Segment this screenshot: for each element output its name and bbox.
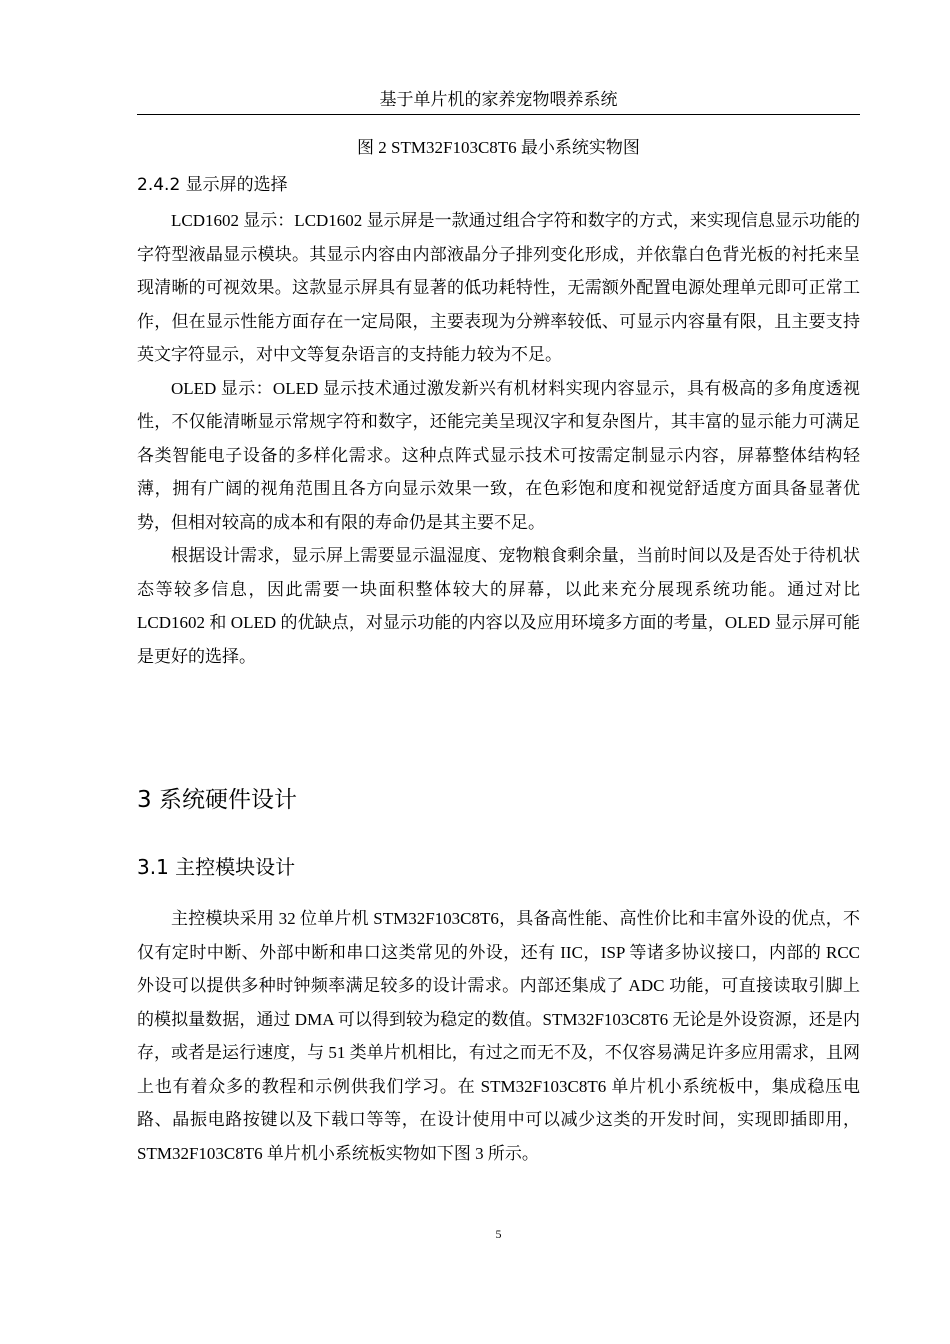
running-header-title: 基于单片机的家养宠物喂养系统 [379,90,618,109]
section-2-4-2-body [137,204,860,673]
section-3-1-body [137,902,860,1170]
page-number: 5 [495,1227,502,1241]
paragraph-main-control: 主控模块采用 32 位单片机 STM32F103C8T6，具备高性能、高性价比和丰富外设的优点，不仅有定时中断、外部中断和串口这类常见的外设，还有 IIC，ISP 等诸多协议接口，内部的 RCC 外设可以提供多种时钟频率满足较多的设计需求。内部还集成了 ADC 功能，可直接读取引脚上的模拟量数据，通过 DMA 可以得到较为稳定的数值。STM32F103C8T6 无论是外设资源，还是内存，或者是运行速度，与 51 类单片机相比，有过之而无不及，不仅容易满足许多应用需求，且网上也有着众多的教程和示例供我们学习。在 STM32F103C8T6 单片机小系统板中，集成稳压电路、晶振电路按键以及下载口等等，在设计使用中可以减少这类的开发时间，实现即插即用，STM32F103C8T6 单片机小系统板实物如下图 3 所示。 [137,909,860,1163]
paragraph-lcd1602: LCD1602 显示：LCD1602 显示屏是一款通过组合字符和数字的方式，来实现信息显示功能的字符型液晶显示模块。其显示内容由内部液晶分子排列变化形成，并依靠白色背光板的衬托来呈现清晰的可视效果。这款显示屏具有显著的低功耗特性，无需额外配置电源处理单元即可正常工作，但在显示性能方面存在一定局限，主要表现为分辨率较低、可显示内容量有限，且主要支持英文字符显示，对中文等复杂语言的支持能力较为不足。 [137,211,860,364]
paragraph-selection: 根据设计需求，显示屏上需要显示温湿度、宠物粮食剩余量，当前时间以及是否处于待机状态等较多信息，因此需要一块面积整体较大的屏幕，以此来充分展现系统功能。通过对比 LCD1602 和 OLED 的优缺点，对显示功能的内容以及应用环境多方面的考量，OLED 显示屏可能是更好的选择。 [137,546,860,666]
section-heading-2-4-2: 2.4.2 显示屏的选择 [137,175,288,195]
header-rule [137,114,860,115]
paragraph-oled: OLED 显示：OLED 显示技术通过激发新兴有机材料实现内容显示，具有极高的多角度透视性，不仅能清晰显示常规字符和数字，还能完美呈现汉字和复杂图片，其丰富的显示能力可满足各类智能电子设备的多样化需求。这种点阵式显示技术可按需定制显示内容，屏幕整体结构轻薄，拥有广阔的视角范围且各方向显示效果一致，在色彩饱和度和视觉舒适度方面具备显著优势，但相对较高的成本和有限的寿命仍是其主要不足。 [137,378,860,532]
section-heading-3-1: 3.1 主控模块设计 [137,855,296,879]
chapter-heading-3: 3 系统硬件设计 [137,787,297,813]
figure-caption: 图 2 STM32F103C8T6 最小系统实物图 [357,138,640,157]
